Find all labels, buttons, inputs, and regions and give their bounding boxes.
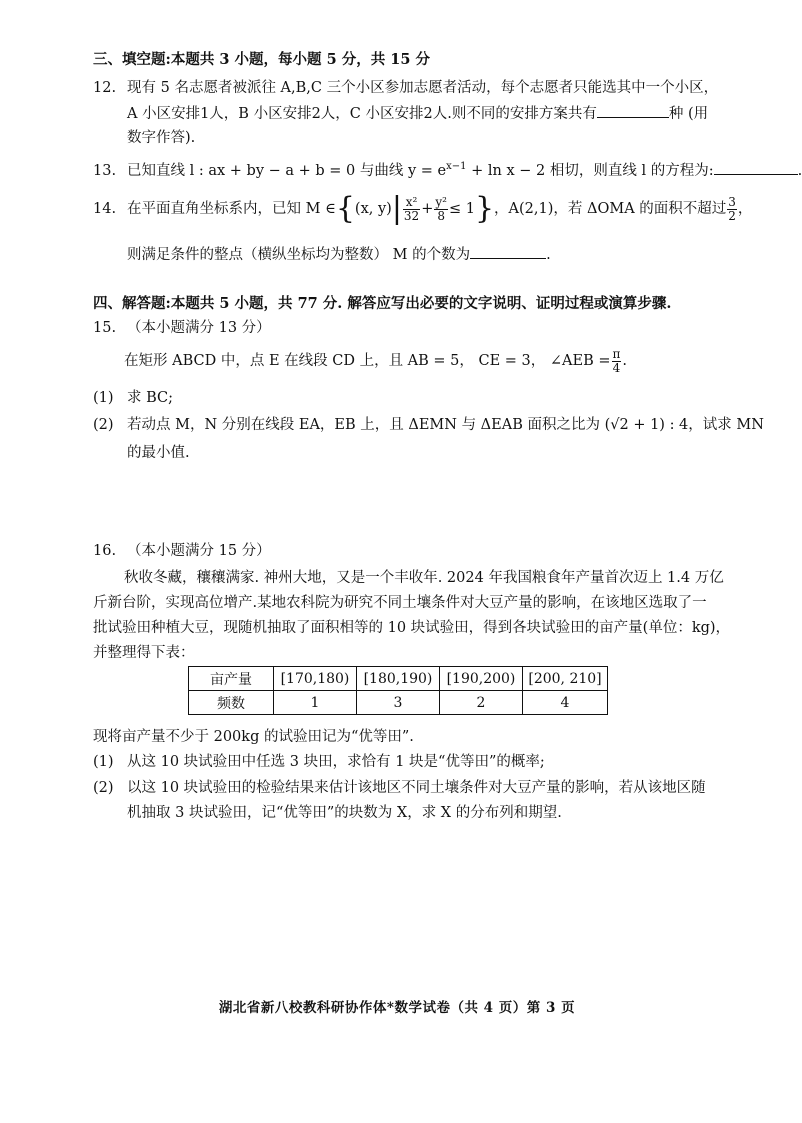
table-cell: 4 xyxy=(523,691,608,715)
q16-part-1 xyxy=(93,752,545,772)
q14-fraction-1 xyxy=(403,196,420,223)
section-4-heading: 四、解答题:本题共 5 小题，共 77 分. 解答应写出必要的文字说明、证明过程或演算步骤. xyxy=(93,295,672,312)
q13-answer-blank[interactable] xyxy=(714,160,798,175)
q15-part-1 xyxy=(93,388,173,408)
right-brace: } xyxy=(474,191,495,226)
q13-exponent: x−1 xyxy=(446,161,467,172)
q16-number: 16. xyxy=(93,543,117,559)
q12-line-2 xyxy=(127,103,708,124)
table-cell: 2 xyxy=(440,691,523,715)
table-row xyxy=(189,667,608,691)
q12-text-2b: 种 (用 xyxy=(668,106,709,122)
q14-text-c: ， xyxy=(737,201,753,217)
section-3-heading: 三、填空题:本题共 3 小题，每小题 5 分，共 15 分 xyxy=(93,51,430,68)
q14-answer-blank[interactable] xyxy=(470,244,546,259)
q16-p2-text-a: 以这 10 块试验田的检验结果来估计该地区不同土壤条件对大豆产量的影响，若从该地区随 xyxy=(127,780,706,796)
q14-frac1-den: 32 xyxy=(403,208,420,223)
q12-line-3: 数字作答). xyxy=(127,130,196,146)
q12-line-1 xyxy=(93,78,718,98)
q15-stem xyxy=(124,347,627,375)
table-header-cell: [180,190) xyxy=(357,667,440,691)
table-header-cell: [190,200) xyxy=(440,667,523,691)
q16-p2-text-b: 机抽取 3 块试验田，记“优等田”的块数为 X，求 X 的分布列和期望. xyxy=(127,805,562,821)
q14-frac1-num: x² xyxy=(403,196,420,210)
q16-para-1: 秋收冬藏，穰穰满家. 神州大地，又是一个丰收年. 2024 年我国粮食年产量首次迈上 1.4 万亿 xyxy=(124,570,724,586)
q12-text-1: 现有 5 名志愿者被派往 A,B,C 三个小区参加志愿者活动，每个志愿者只能选其中一个小区， xyxy=(127,80,719,96)
q14-fraction-2 xyxy=(434,196,448,223)
q14-set-b: ≤ 1 xyxy=(448,201,475,217)
q16-score: （本小题满分 15 分） xyxy=(127,543,271,559)
q16-part-2 xyxy=(93,778,706,798)
q15-stem-b: . xyxy=(622,353,628,369)
q16-header xyxy=(93,541,271,561)
q14-text-a: 在平面直角坐标系内，已知 M ∈ xyxy=(127,201,336,217)
q14-text-2b: . xyxy=(546,247,551,263)
q16-para-3: 批试验田种植大豆，现随机抽取了面积相等的 10 块试验田，得到各块试验田的亩产量(单位：kg)， xyxy=(93,620,731,636)
q13-end: . xyxy=(797,162,802,179)
table-header-cell: [170,180) xyxy=(274,667,357,691)
left-brace: { xyxy=(335,191,355,226)
q14-number: 14. xyxy=(93,201,117,217)
table-row xyxy=(189,691,608,715)
q14-text-b: ，A(2,1)，若 ΔOMA 的面积不超过 xyxy=(494,201,727,217)
q13-text-b: + ln x − 2 相切，则直线 l 的方程为: xyxy=(466,162,714,179)
page-footer: 湖北省新八校教科研协作体*数学试卷（共 4 页）第 3 页 xyxy=(218,1000,576,1016)
q13-text-a: 已知直线 l : ax + by − a + b = 0 与曲线 y = e xyxy=(127,162,447,179)
yield-table xyxy=(188,666,608,715)
q16-para-4: 并整理得下表： xyxy=(93,645,195,661)
q15-frac-num: π xyxy=(612,346,621,361)
q16-note: 现将亩产量不少于 200kg 的试验田记为“优等田”. xyxy=(93,729,414,745)
q15-fraction xyxy=(612,348,622,375)
table-header-cell: [200, 210] xyxy=(523,667,608,691)
q15-frac-den: 4 xyxy=(612,360,621,375)
q16-p1-text: 从这 10 块试验田中任选 3 块田，求恰有 1 块是“优等田”的概率; xyxy=(127,754,545,770)
q15-p2-label: (2) xyxy=(93,417,114,433)
q13-number: 13. xyxy=(93,162,117,179)
q12-text-2a: A 小区安排1人，B 小区安排2人，C 小区安排2人.则不同的安排方案共有 xyxy=(127,106,597,122)
table-cell: 频数 xyxy=(189,691,274,715)
set-divider: | xyxy=(391,191,402,226)
q14-frac2-den: 8 xyxy=(437,208,445,223)
q16-p2-label: (2) xyxy=(93,780,114,796)
q14-set-a: (x, y) xyxy=(354,201,392,217)
q15-number: 15. xyxy=(93,320,117,336)
q15-part-2 xyxy=(93,415,764,435)
q15-stem-a: 在矩形 ABCD 中，点 E 在线段 CD 上，且 AB = 5， CE = 3， ∠AEB = xyxy=(124,353,611,369)
q15-p1-label: (1) xyxy=(93,390,114,406)
q14-frac3-den: 2 xyxy=(728,208,736,223)
table-header-cell: 亩产量 xyxy=(189,667,274,691)
q16-para-2: 斤新台阶，实现高位增产.某地农科院为研究不同土壤条件对大豆产量的影响，在该地区选取了一 xyxy=(93,595,707,611)
q13-line xyxy=(93,157,802,181)
q15-p1-text: 求 BC; xyxy=(127,390,174,406)
q15-p2-text-a: 若动点 M，N 分别在线段 EA，EB 上，且 ΔEMN 与 ΔEAB 面积之比为 (√2 + 1) : 4，试求 MN xyxy=(127,417,764,433)
q12-answer-blank[interactable] xyxy=(597,103,669,118)
q12-number: 12. xyxy=(93,80,117,96)
q14-frac3-num: 3 xyxy=(728,194,736,209)
q14-fraction-3 xyxy=(727,196,737,223)
table-cell: 3 xyxy=(357,691,440,715)
q15-p2-text-b: 的最小值. xyxy=(127,445,190,461)
q15-header xyxy=(93,318,271,338)
q14-line-2 xyxy=(127,244,551,265)
q15-score: （本小题满分 13 分） xyxy=(127,320,271,336)
q14-frac2-num: y² xyxy=(435,194,447,209)
q14-text-2a: 则满足条件的整点（横纵坐标均为整数） M 的个数为 xyxy=(127,247,471,263)
q16-p1-label: (1) xyxy=(93,754,114,770)
table-cell: 1 xyxy=(274,691,357,715)
q14-plus: + xyxy=(421,201,434,217)
q14-line-1 xyxy=(93,192,752,226)
